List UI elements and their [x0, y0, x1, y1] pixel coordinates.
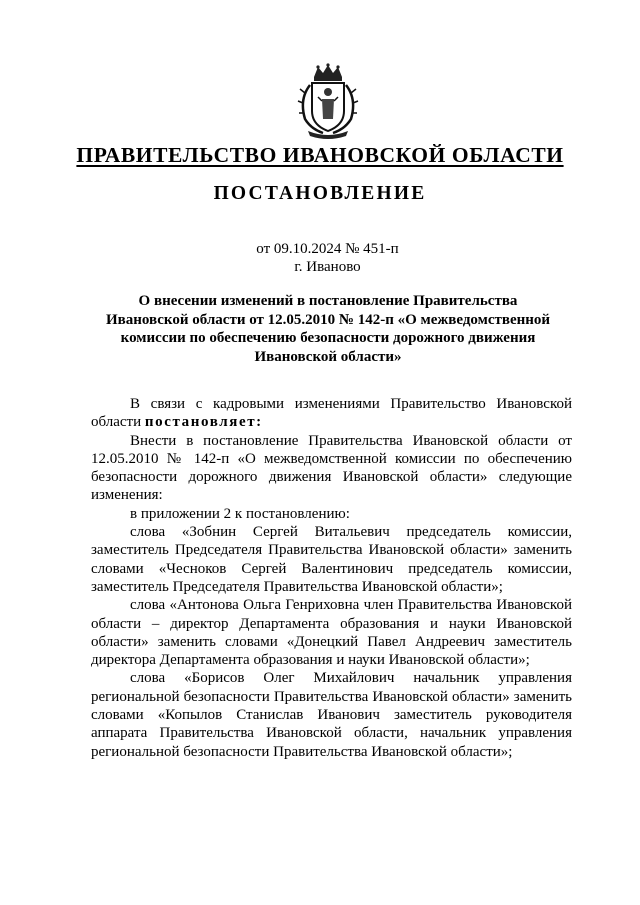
subject-line: комиссии по обеспечению безопасности дорожного движения — [120, 330, 536, 346]
document-type-heading: ПОСТАНОВЛЕНИЕ — [213, 183, 427, 204]
subject-line: Ивановской области» — [254, 348, 402, 365]
ivanovo-coat-of-arms-icon — [296, 63, 360, 139]
city-line: г. Иваново — [294, 259, 361, 275]
organization-title: ПРАВИТЕЛЬСТВО ИВАНОВСКОЙ ОБЛАСТИ — [76, 143, 564, 167]
date-number-line: от 09.10.2024 № 451-п — [256, 241, 399, 257]
body-paragraph: Внести в постановление Правительства Ивановской области от 12.05.2010 № 142-п «О межведомственной комиссии по обеспечению безопасности дорожного движения Ивановской области» следующие изменения: — [91, 432, 572, 504]
body-paragraph: слова «Антонова Ольга Генриховна член Правительства Ивановской области – директор Департамента образования и науки Ивановской области» заменить словами «Донецкий Павел Андреевич заместитель директора Департамента образования и науки Ивановской области»; — [91, 597, 572, 669]
body-paragraph: в приложении 2 к постановлению: — [130, 505, 350, 522]
document-body — [91, 395, 572, 761]
preamble-paragraph — [91, 395, 572, 432]
resolves-keyword: постановляет: — [144, 414, 263, 431]
body-paragraph: слова «Борисов Олег Михайлович начальник управления региональной безопасности Правительства Ивановской области» заменить словами «Копылов Станислав Иванович заместитель руководителя аппарата Правительства Ивановской области, начальник управления региональной безопасности Правительства Ивановской области»; — [91, 670, 572, 760]
subject-heading — [88, 292, 568, 366]
body-paragraph: слова «Зобнин Сергей Витальевич председатель комиссии, заместитель Председателя Правительства Ивановской области» заменить словами «Чесноков Сергей Валентинович председатель комиссии, заместитель Председателя Правительства Ивановской области»; — [91, 524, 572, 595]
preamble-text: В связи с кадровыми изменениями Правительство Ивановской области — [91, 396, 572, 431]
subject-line: О внесении изменений в постановление Правительства — [138, 293, 518, 309]
subject-line: Ивановской области от 12.05.2010 № 142-п «О межведомственной — [105, 311, 551, 328]
